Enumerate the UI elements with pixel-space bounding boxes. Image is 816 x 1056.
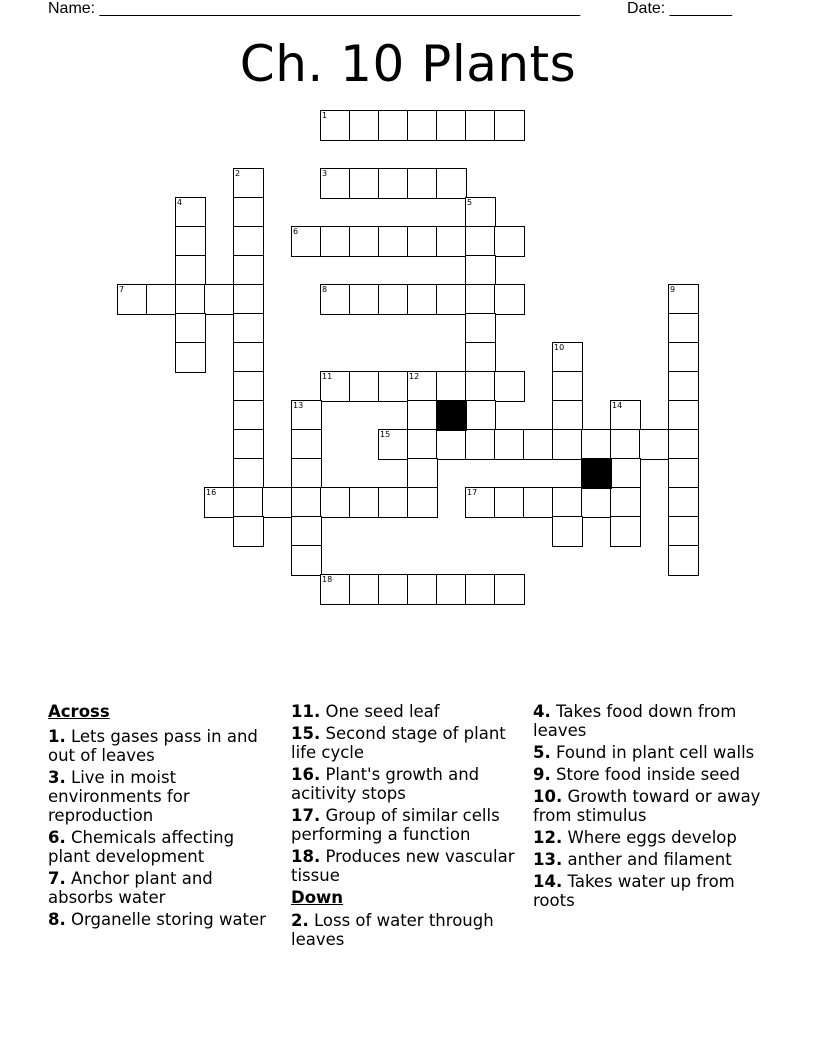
clue-number: 6 <box>293 227 299 236</box>
grid-cell[interactable] <box>320 284 351 315</box>
clue-number: 7 <box>119 285 125 294</box>
grid-cell[interactable] <box>668 516 699 547</box>
clue-text: Where eggs develop <box>567 828 737 847</box>
clue-number: 15 <box>380 430 391 439</box>
clues-column-2 <box>291 702 523 952</box>
grid-cell[interactable] <box>117 284 148 315</box>
grid-cell[interactable] <box>378 371 409 402</box>
clue-number-label: 18. <box>291 847 321 866</box>
grid-cell[interactable] <box>378 574 409 605</box>
clue-item <box>291 911 523 949</box>
grid-cell[interactable] <box>668 400 699 431</box>
grid-cell[interactable] <box>407 284 438 315</box>
grid-cell[interactable] <box>465 284 496 315</box>
clue-number-label: 17. <box>291 806 321 825</box>
clue-item <box>48 727 280 765</box>
grid-cell[interactable] <box>407 574 438 605</box>
grid-cell[interactable] <box>291 458 322 489</box>
clue-item <box>533 743 765 762</box>
clue-text: Organelle storing water <box>71 910 266 929</box>
clue-number: 5 <box>467 198 473 207</box>
page-title: Ch. 10 Plants <box>239 35 577 93</box>
grid-cell[interactable] <box>610 487 641 518</box>
clue-number-label: 6. <box>48 828 66 847</box>
grid-cell[interactable] <box>436 168 467 199</box>
grid-cell[interactable] <box>233 458 264 489</box>
grid-cell[interactable] <box>436 574 467 605</box>
clue-text: Second stage of plant life cycle <box>291 724 506 762</box>
grid-cell[interactable] <box>233 342 264 373</box>
grid-cell[interactable] <box>610 429 641 460</box>
clue-number: 17 <box>467 488 478 497</box>
grid-cell[interactable] <box>320 574 351 605</box>
grid-cell[interactable] <box>349 284 380 315</box>
across-heading: Across <box>48 702 110 721</box>
clue-number-label: 1. <box>48 727 66 746</box>
clue-item <box>48 828 280 866</box>
grid-cell[interactable] <box>175 313 206 344</box>
grid-cell[interactable] <box>494 487 525 518</box>
grid-cell[interactable] <box>233 313 264 344</box>
grid-cell[interactable] <box>610 458 641 489</box>
grid-cell[interactable] <box>668 429 699 460</box>
clue-number-label: 9. <box>533 765 551 784</box>
down-heading: Down <box>291 888 344 907</box>
grid-cell[interactable] <box>349 487 380 518</box>
grid-cell[interactable] <box>349 574 380 605</box>
grid-cell[interactable] <box>204 284 235 315</box>
grid-cell[interactable] <box>378 284 409 315</box>
grid-cell[interactable] <box>291 400 322 431</box>
blocked-cell <box>581 458 612 489</box>
grid-cell[interactable] <box>233 168 264 199</box>
grid-cell[interactable] <box>407 487 438 518</box>
clue-item <box>48 869 280 907</box>
clue-item <box>533 702 765 740</box>
clue-text: Anchor plant and absorbs water <box>48 869 213 907</box>
grid-cell[interactable] <box>291 487 322 518</box>
grid-cell[interactable] <box>378 110 409 141</box>
clue-number-label: 15. <box>291 724 321 743</box>
clue-number-label: 11. <box>291 702 321 721</box>
grid-cell[interactable] <box>175 255 206 286</box>
clue-number-label: 10. <box>533 787 563 806</box>
grid-cell[interactable] <box>552 516 583 547</box>
clue-item <box>533 765 765 784</box>
grid-cell[interactable] <box>610 400 641 431</box>
grid-cell[interactable] <box>668 313 699 344</box>
clue-text: Takes food down from leaves <box>533 702 737 740</box>
grid-cell[interactable] <box>494 284 525 315</box>
date-field-label: Date: _______ <box>627 0 732 17</box>
grid-cell[interactable] <box>349 110 380 141</box>
grid-cell[interactable] <box>233 371 264 402</box>
grid-cell[interactable] <box>407 458 438 489</box>
grid-cell[interactable] <box>233 284 264 315</box>
grid-cell[interactable] <box>407 110 438 141</box>
grid-cell[interactable] <box>465 487 496 518</box>
grid-cell[interactable] <box>668 284 699 315</box>
grid-cell[interactable] <box>552 342 583 373</box>
grid-cell[interactable] <box>233 255 264 286</box>
grid-cell[interactable] <box>233 487 264 518</box>
grid-cell[interactable] <box>465 255 496 286</box>
grid-cell[interactable] <box>465 197 496 228</box>
clue-number: 1 <box>322 111 328 120</box>
clue-item <box>533 787 765 825</box>
grid-cell[interactable] <box>233 400 264 431</box>
clue-text: Chemicals affecting plant development <box>48 828 235 866</box>
grid-cell[interactable] <box>378 226 409 257</box>
grid-cell[interactable] <box>378 168 409 199</box>
grid-cell[interactable] <box>233 516 264 547</box>
grid-cell[interactable] <box>320 487 351 518</box>
grid-cell[interactable] <box>320 168 351 199</box>
clue-number-label: 13. <box>533 850 563 869</box>
grid-cell[interactable] <box>668 342 699 373</box>
clue-number: 9 <box>670 285 676 294</box>
grid-cell[interactable] <box>465 371 496 402</box>
grid-cell[interactable] <box>494 110 525 141</box>
grid-cell[interactable] <box>668 458 699 489</box>
clue-text: Found in plant cell walls <box>556 743 755 762</box>
blocked-cell <box>436 400 467 431</box>
grid-cell[interactable] <box>465 226 496 257</box>
grid-cell[interactable] <box>349 371 380 402</box>
clue-number: 13 <box>293 401 304 410</box>
grid-cell[interactable] <box>233 429 264 460</box>
clue-number-label: 14. <box>533 872 563 891</box>
clue-number-label: 16. <box>291 765 321 784</box>
clues-column-1 <box>48 702 280 932</box>
grid-cell[interactable] <box>291 226 322 257</box>
grid-cell[interactable] <box>465 342 496 373</box>
clue-text: Store food inside seed <box>556 765 741 784</box>
grid-cell[interactable] <box>465 574 496 605</box>
clue-item <box>291 765 523 803</box>
clue-number-label: 3. <box>48 768 66 787</box>
clue-item <box>48 768 280 825</box>
name-field-label: Name: ______________________________________________________ <box>48 0 581 17</box>
grid-cell[interactable] <box>407 226 438 257</box>
clue-number: 8 <box>322 285 328 294</box>
clue-number: 16 <box>206 488 217 497</box>
clue-item <box>48 910 280 929</box>
clue-number: 10 <box>554 343 565 352</box>
clue-item <box>291 847 523 885</box>
grid-cell[interactable] <box>262 487 293 518</box>
grid-cell[interactable] <box>175 342 206 373</box>
grid-cell[interactable] <box>378 487 409 518</box>
grid-cell[interactable] <box>668 545 699 576</box>
grid-cell[interactable] <box>320 371 351 402</box>
grid-cell[interactable] <box>378 429 409 460</box>
clue-number-label: 4. <box>533 702 551 721</box>
grid-cell[interactable] <box>465 429 496 460</box>
clue-number: 4 <box>177 198 183 207</box>
grid-cell[interactable] <box>668 487 699 518</box>
clue-number-label: 8. <box>48 910 66 929</box>
clue-text: One seed leaf <box>325 702 440 721</box>
grid-cell[interactable] <box>494 226 525 257</box>
clue-text: Growth toward or away from stimulus <box>533 787 761 825</box>
clue-text: Produces new vascular tissue <box>291 847 515 885</box>
clue-text: Live in moist environments for reproduction <box>48 768 190 825</box>
grid-cell[interactable] <box>349 226 380 257</box>
clue-number: 11 <box>322 372 333 381</box>
clue-item <box>291 806 523 844</box>
clue-number-label: 2. <box>291 911 309 930</box>
grid-cell[interactable] <box>349 168 380 199</box>
clue-item <box>291 702 523 721</box>
grid-cell[interactable] <box>233 197 264 228</box>
grid-cell[interactable] <box>175 197 206 228</box>
clue-item <box>533 828 765 847</box>
grid-cell[interactable] <box>465 400 496 431</box>
clue-item <box>533 872 765 910</box>
grid-cell[interactable] <box>581 487 612 518</box>
clue-number: 18 <box>322 575 333 584</box>
grid-cell[interactable] <box>639 429 670 460</box>
grid-cell[interactable] <box>436 110 467 141</box>
grid-cell[interactable] <box>204 487 235 518</box>
clue-number-label: 7. <box>48 869 66 888</box>
grid-cell[interactable] <box>320 226 351 257</box>
grid-cell[interactable] <box>523 487 554 518</box>
grid-cell[interactable] <box>436 226 467 257</box>
clue-text: Lets gases pass in and out of leaves <box>48 727 258 765</box>
grid-cell[interactable] <box>175 284 206 315</box>
clue-text: Loss of water through leaves <box>291 911 494 949</box>
clue-item <box>291 724 523 762</box>
grid-cell[interactable] <box>436 284 467 315</box>
grid-cell[interactable] <box>175 226 206 257</box>
clue-text: Takes water up from roots <box>533 872 735 910</box>
grid-cell[interactable] <box>291 429 322 460</box>
grid-cell[interactable] <box>146 284 177 315</box>
grid-cell[interactable] <box>494 574 525 605</box>
clue-item <box>533 850 765 869</box>
grid-cell[interactable] <box>465 110 496 141</box>
clues-column-3 <box>533 702 765 913</box>
grid-cell[interactable] <box>465 313 496 344</box>
grid-cell[interactable] <box>581 429 612 460</box>
clue-text: anther and filament <box>567 850 732 869</box>
clue-text: Group of similar cells performing a function <box>291 806 500 844</box>
grid-cell[interactable] <box>523 429 554 460</box>
clue-number-label: 12. <box>533 828 563 847</box>
grid-cell[interactable] <box>407 429 438 460</box>
grid-cell[interactable] <box>494 429 525 460</box>
clue-number: 14 <box>612 401 623 410</box>
grid-cell[interactable] <box>494 371 525 402</box>
clue-number: 2 <box>235 169 241 178</box>
clue-number: 12 <box>409 372 420 381</box>
grid-cell[interactable] <box>291 516 322 547</box>
grid-cell[interactable] <box>436 371 467 402</box>
grid-cell[interactable] <box>407 371 438 402</box>
clue-number-label: 5. <box>533 743 551 762</box>
grid-cell[interactable] <box>552 371 583 402</box>
grid-cell[interactable] <box>233 226 264 257</box>
clue-number: 3 <box>322 169 328 178</box>
grid-cell[interactable] <box>320 110 351 141</box>
grid-cell[interactable] <box>552 400 583 431</box>
grid-cell[interactable] <box>407 400 438 431</box>
grid-cell[interactable] <box>407 168 438 199</box>
clue-text: Plant's growth and acitivity stops <box>291 765 480 803</box>
grid-cell[interactable] <box>436 429 467 460</box>
grid-cell[interactable] <box>291 545 322 576</box>
grid-cell[interactable] <box>552 429 583 460</box>
grid-cell[interactable] <box>610 516 641 547</box>
grid-cell[interactable] <box>668 371 699 402</box>
grid-cell[interactable] <box>552 487 583 518</box>
